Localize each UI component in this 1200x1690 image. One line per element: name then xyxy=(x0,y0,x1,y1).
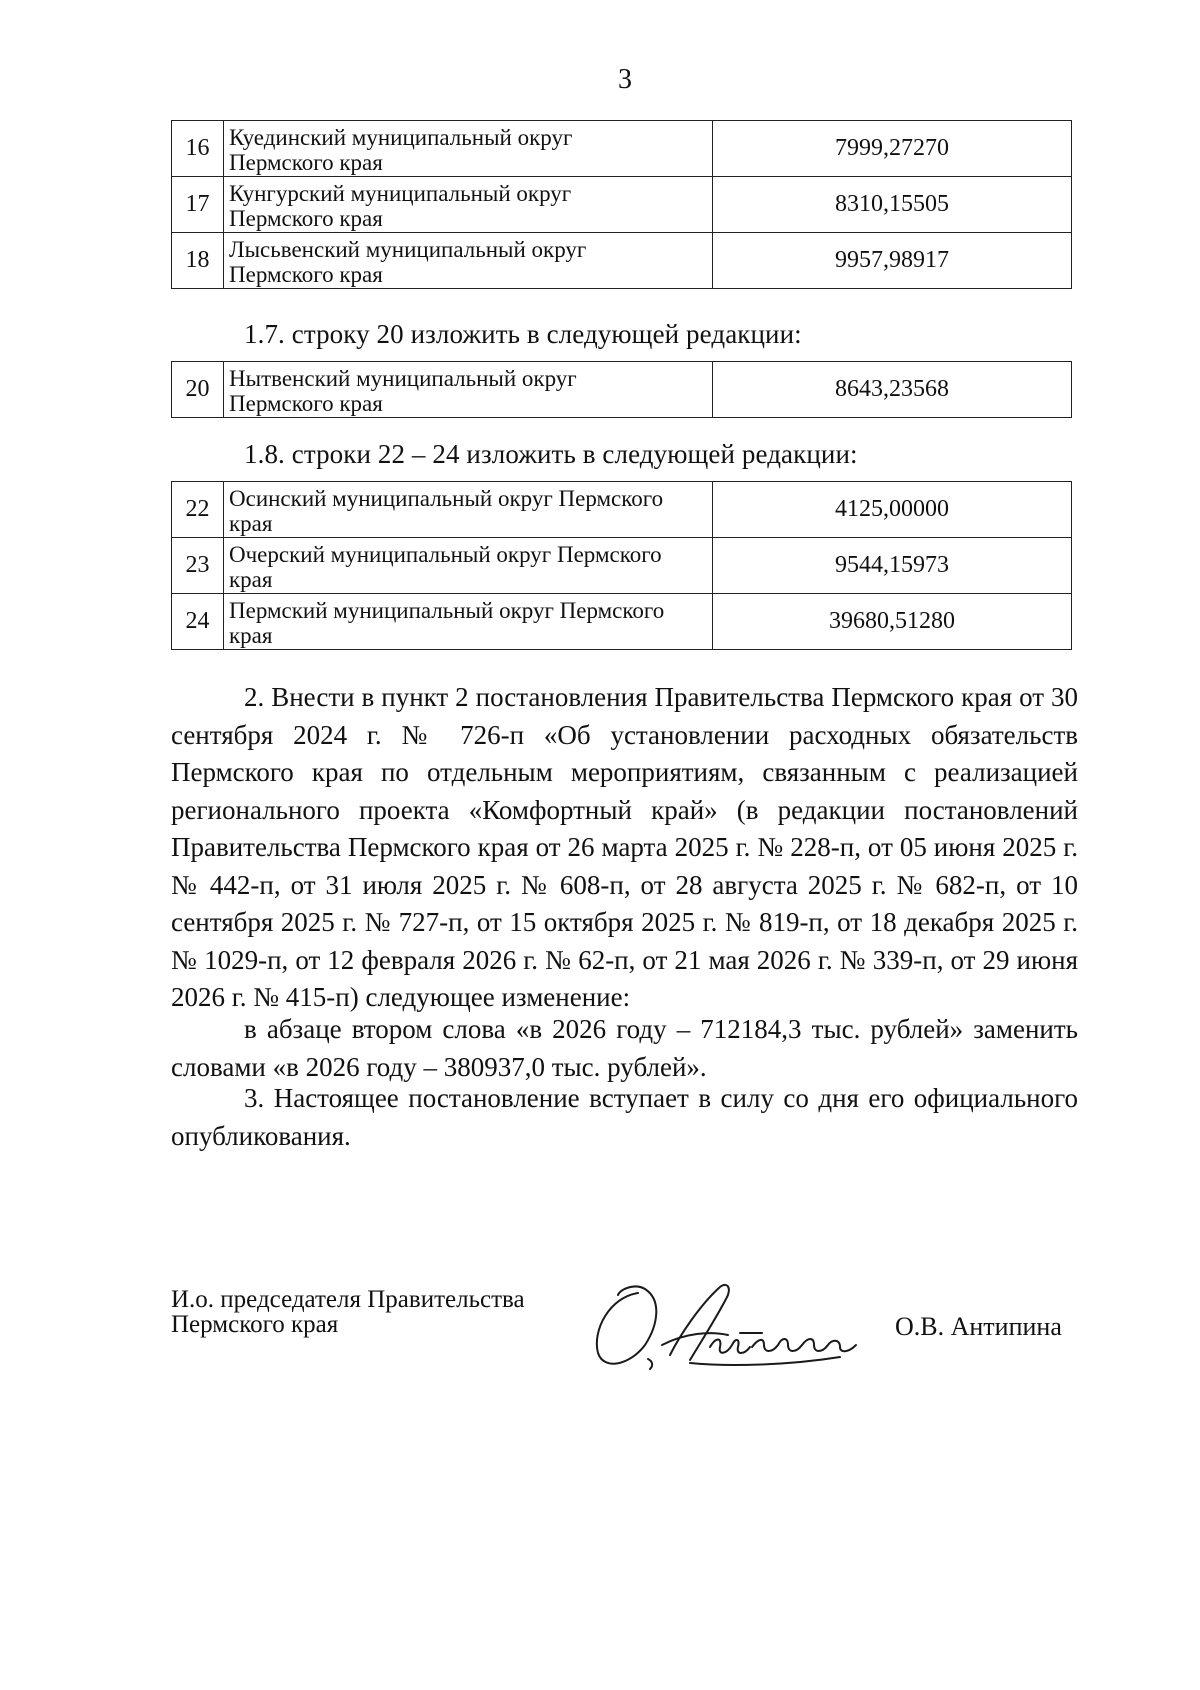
table-row xyxy=(172,177,1072,233)
amount-value: 39680,51280 xyxy=(713,594,1072,650)
district-name xyxy=(224,362,713,418)
row-number: 17 xyxy=(172,177,224,233)
table-row xyxy=(172,362,1072,418)
table-row xyxy=(172,482,1072,538)
district-name-line2: края xyxy=(229,567,273,592)
district-name-line2: края xyxy=(229,623,273,648)
amount-value: 9957,98917 xyxy=(713,233,1072,289)
district-name-line1: Нытвенский муниципальный округ xyxy=(229,366,577,391)
district-name xyxy=(224,482,713,538)
signatory-title xyxy=(171,1287,525,1337)
district-name-line2: Пермского края xyxy=(229,206,383,231)
paragraph-3: 3. Настоящее постановление вступает в силу со дня его официального опубликования. xyxy=(171,1083,1078,1151)
amount-value: 8310,15505 xyxy=(713,177,1072,233)
paragraph-2: 2. Внести в пункт 2 постановления Правительства Пермского края от 30 сентября 2024 г. № 726-п «Об установлении расходных обязательств Пермского края по отдельным мероприятиям, связанным с реализацией регионального проекта «Комфортный край» (в редакции постановлений Правительства Пермского края от 26 марта 2025 г. № 228-п, от 05 июня 2025 г. № 442-п, от 31 июля 2025 г. № 608-п, от 28 августа 2025 г. № 682-п, от 10 сентября 2025 г. № 727-п, от 15 октября 2025 г. № 819-п, от 18 декабря 2025 г. № 1029-п, от 12 февраля 2026 г. № 62-п, от 21 мая 2026 г. № 339-п, от 29 июня 2026 г. № 415-п) следующее изменение: xyxy=(171,682,1078,1012)
district-name-line1: Лысьвенский муниципальный округ xyxy=(229,237,587,262)
row-number: 24 xyxy=(172,594,224,650)
paragraph-2-amendment: в абзаце втором слова «в 2026 году – 712184,3 тыс. рублей» заменить словами «в 2026 году – 380937,0 тыс. рублей». xyxy=(171,1014,1078,1082)
section-heading-1-7: 1.7. строку 20 изложить в следующей редакции: xyxy=(244,319,802,349)
row-number: 20 xyxy=(172,362,224,418)
row-number: 18 xyxy=(172,233,224,289)
district-name-line1: Осинский муниципальный округ Пермского xyxy=(229,486,664,511)
handwritten-signature xyxy=(590,1275,900,1375)
district-name-line2: Пермского края xyxy=(229,391,383,416)
row-number: 23 xyxy=(172,538,224,594)
district-name-line1: Куединский муниципальный округ xyxy=(229,125,573,150)
signatory-title-line2: Пермского края xyxy=(171,1311,339,1338)
district-name-line2: края xyxy=(229,511,273,536)
page-number: 3 xyxy=(618,64,632,95)
districts-table-20 xyxy=(171,361,1072,418)
section-heading-1-8: 1.8. строки 22 – 24 изложить в следующей редакции: xyxy=(244,439,858,469)
row-number: 22 xyxy=(172,482,224,538)
signatory-name: О.В. Антипина xyxy=(895,1312,1062,1341)
table-row xyxy=(172,538,1072,594)
amount-value: 8643,23568 xyxy=(713,362,1072,418)
table-row xyxy=(172,594,1072,650)
signatory-title-line1: И.о. председателя Правительства xyxy=(171,1286,525,1313)
districts-table-16-18 xyxy=(171,120,1072,289)
district-name xyxy=(224,538,713,594)
amount-value: 9544,15973 xyxy=(713,538,1072,594)
table-row xyxy=(172,233,1072,289)
amount-value: 4125,00000 xyxy=(713,482,1072,538)
district-name xyxy=(224,233,713,289)
district-name xyxy=(224,594,713,650)
district-name-line2: Пермского края xyxy=(229,262,383,287)
row-number: 16 xyxy=(172,121,224,177)
table-row xyxy=(172,121,1072,177)
district-name-line2: Пермского края xyxy=(229,150,383,175)
district-name-line1: Кунгурский муниципальный округ xyxy=(229,181,572,206)
amount-value: 7999,27270 xyxy=(713,121,1072,177)
district-name-line1: Пермский муниципальный округ Пермского xyxy=(229,598,665,623)
district-name xyxy=(224,177,713,233)
district-name-line1: Очерский муниципальный округ Пермского xyxy=(229,542,662,567)
districts-table-22-24 xyxy=(171,481,1072,650)
district-name xyxy=(224,121,713,177)
